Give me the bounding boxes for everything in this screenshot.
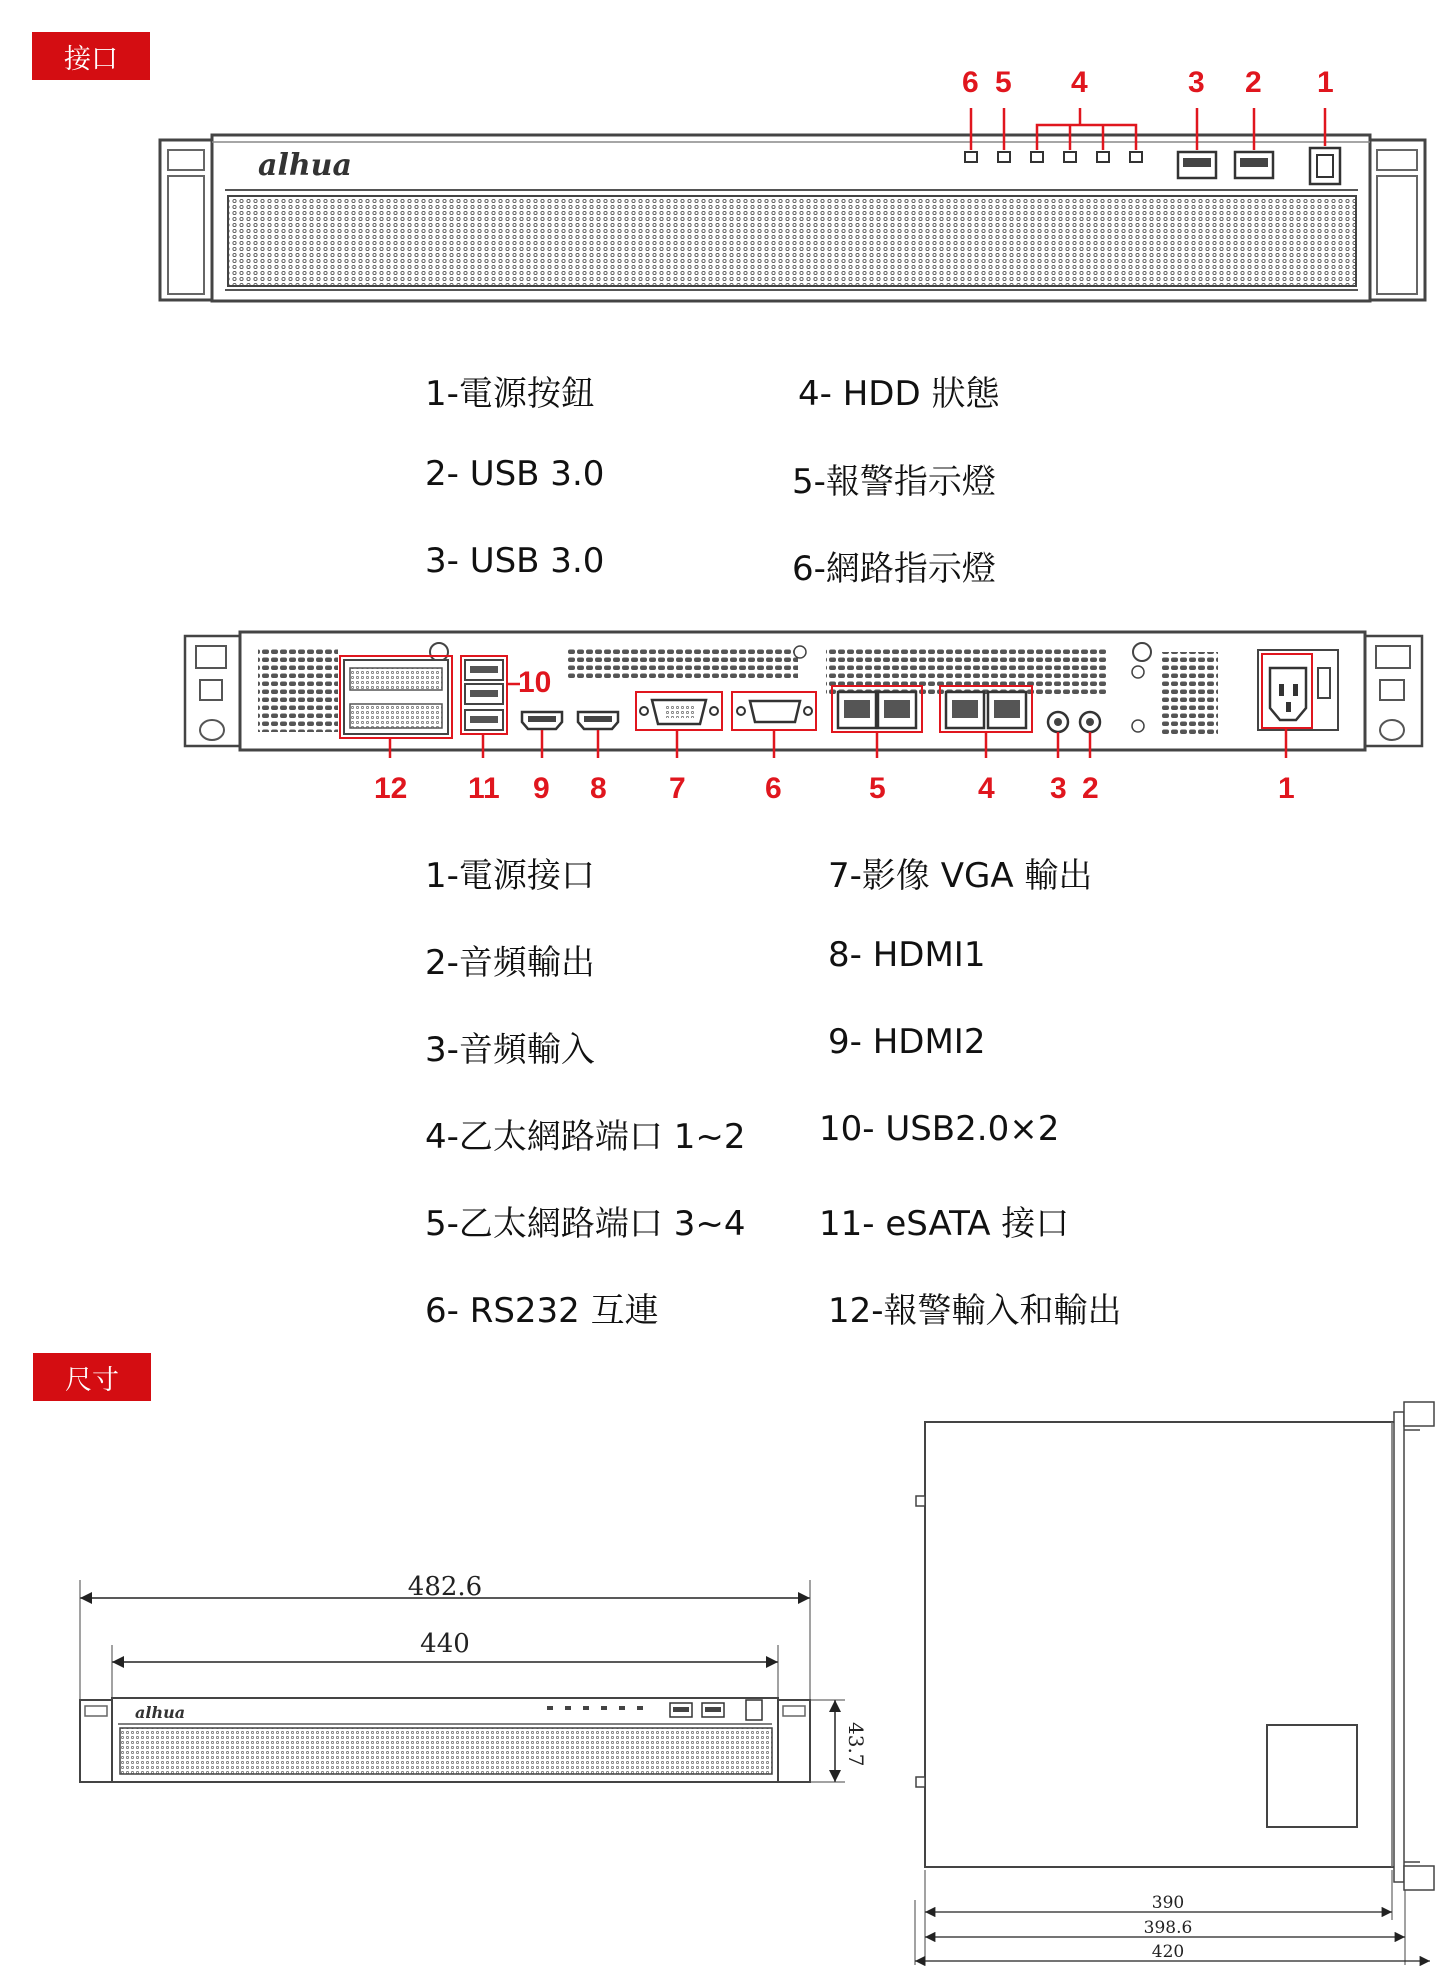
- rear-callout: 3: [1050, 772, 1067, 805]
- front-width-overall-label: 482.6: [407, 1572, 483, 1602]
- rear-legend-item: 10- USB2.0×2: [819, 1109, 1060, 1149]
- side-depth-body-label: 390: [1151, 1893, 1185, 1913]
- network-led: [965, 152, 977, 162]
- rear-legend-item: 12-報警輸入和輸出: [828, 1291, 1122, 1331]
- rear-callout: 6: [765, 772, 782, 805]
- side-dimension-drawing: [915, 1402, 1434, 1965]
- rs232-port: [750, 701, 800, 722]
- rear-legend-item: 2-音頻輸出: [425, 943, 595, 983]
- side-depth-overall-label: 420: [1151, 1942, 1185, 1962]
- rear-callout: 4: [978, 772, 995, 805]
- hdd-led: [1031, 152, 1043, 162]
- hdd-led: [1064, 152, 1076, 162]
- front-callout: 5: [995, 66, 1012, 99]
- front-panel-drawing: [160, 108, 1425, 301]
- rear-legend-item: 7-影像 VGA 輸出: [828, 856, 1093, 896]
- front-height-label: 43.7: [844, 1722, 868, 1767]
- front-width-body-label: 440: [420, 1629, 470, 1659]
- front-dimension-drawing: [80, 1572, 868, 1782]
- brand-logo-small: alhua: [135, 1703, 186, 1722]
- front-legend-item: 2- USB 3.0: [425, 454, 605, 494]
- rear-callout: 10: [518, 666, 552, 699]
- front-legend-item: 6-網路指示燈: [792, 549, 996, 589]
- rear-legend-item: 1-電源接口: [425, 856, 595, 896]
- brand-logo: alhua: [258, 148, 352, 183]
- front-legend-item: 3- USB 3.0: [425, 541, 605, 581]
- rear-legend-item: 6- RS232 互連: [425, 1291, 659, 1331]
- rear-callout: 7: [669, 772, 686, 805]
- rear-callout: 9: [533, 772, 550, 805]
- front-callout: 4: [1071, 66, 1088, 99]
- hdd-led: [1097, 152, 1109, 162]
- dimensions-section-title: 尺寸: [33, 1353, 151, 1401]
- rear-callout: 1: [1278, 772, 1295, 805]
- rear-legend-item: 8- HDMI1: [828, 935, 986, 975]
- rear-legend-item: 4-乙太網路端口 1~2: [425, 1117, 746, 1157]
- rear-legend-item: 11- eSATA 接口: [819, 1204, 1070, 1244]
- rear-callout: 5: [869, 772, 886, 805]
- front-callout: 6: [962, 66, 979, 99]
- front-legend-item: 5-報警指示燈: [792, 462, 996, 502]
- rear-callout: 2: [1082, 772, 1099, 805]
- front-callout: 2: [1245, 66, 1262, 99]
- front-callout: 1: [1317, 66, 1334, 99]
- rear-legend-item: 3-音頻輸入: [425, 1030, 595, 1070]
- side-depth-mid-label: 398.6: [1143, 1918, 1193, 1938]
- rear-panel-drawing: [185, 632, 1422, 758]
- rear-legend-item: 5-乙太網路端口 3~4: [425, 1204, 746, 1244]
- power-inlet: [1270, 668, 1306, 720]
- rear-callout: 11: [468, 772, 500, 805]
- rear-callout: 12: [374, 772, 408, 805]
- rear-legend-item: 9- HDMI2: [828, 1022, 986, 1062]
- interfaces-section-title: 接口: [32, 32, 150, 80]
- front-legend-item: 1-電源按鈕: [425, 374, 595, 414]
- rear-callout: 8: [590, 772, 607, 805]
- alarm-led: [998, 152, 1010, 162]
- front-callout: 3: [1188, 66, 1205, 99]
- hdd-led: [1130, 152, 1142, 162]
- front-legend-item: 4- HDD 狀態: [798, 374, 1000, 414]
